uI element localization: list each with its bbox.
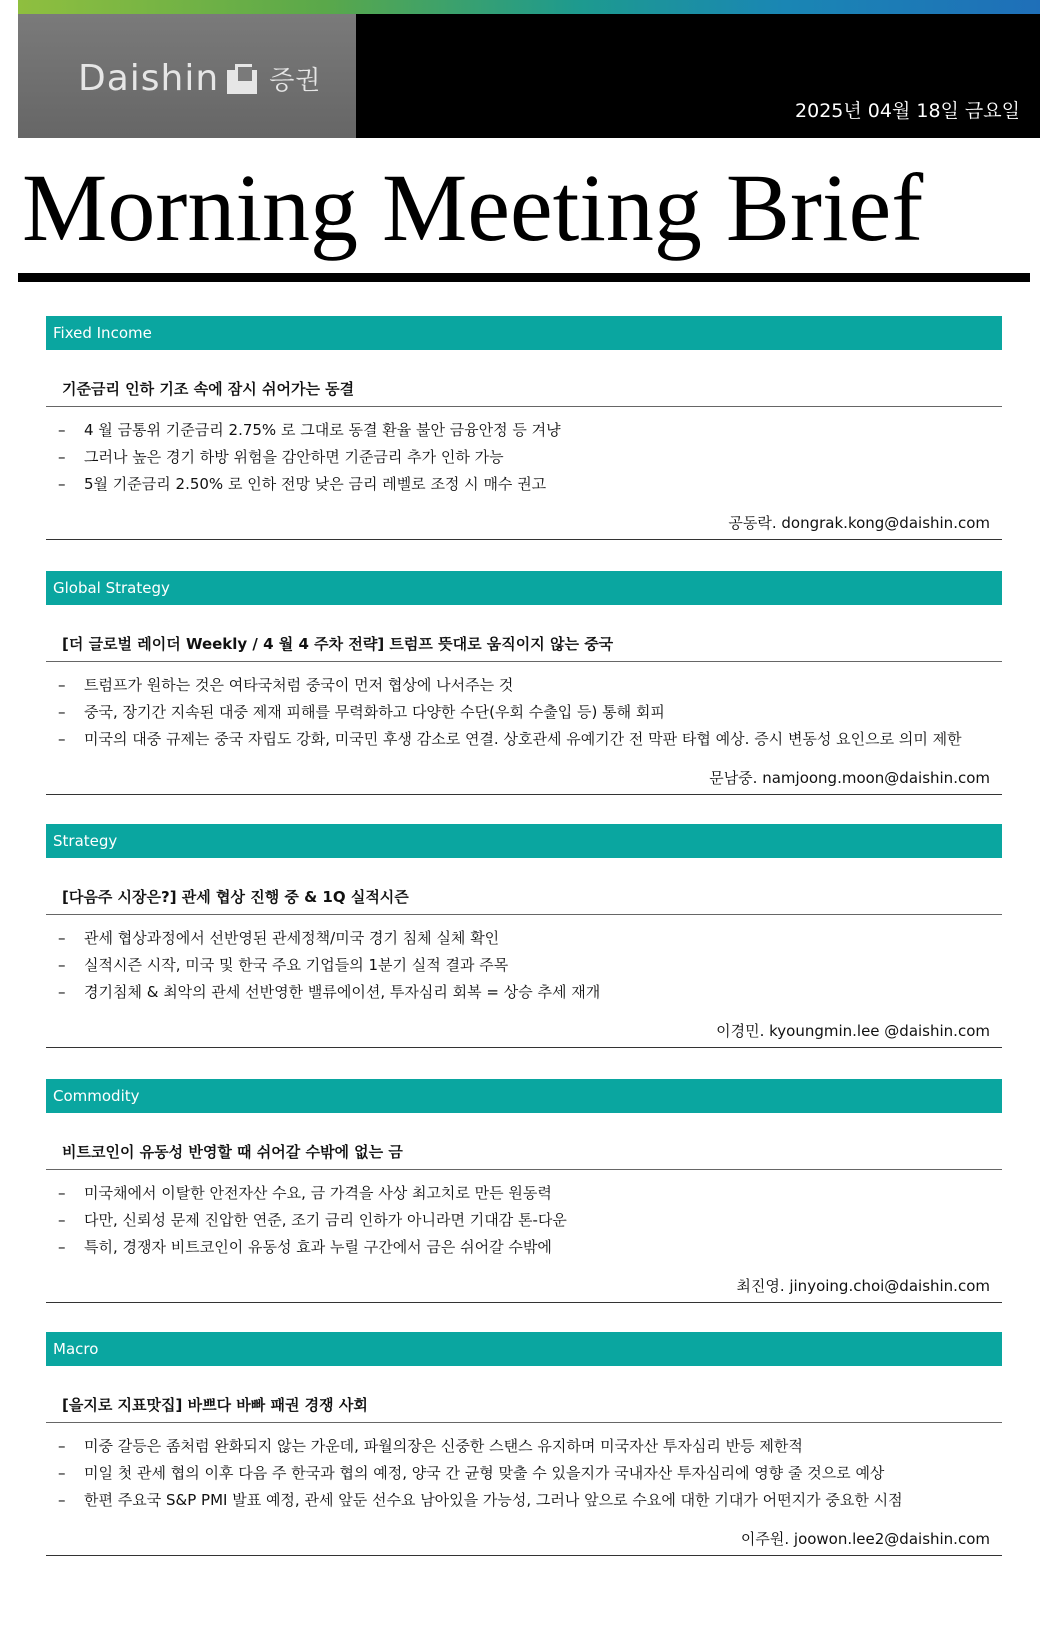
author-contact: 이경민. kyoungmin.lee @daishin.com [46, 1020, 1002, 1048]
bullet-item: – 특히, 경쟁자 비트코인이 유동성 효과 누릴 구간에서 금은 쉬어갈 수밖에 [46, 1234, 1002, 1261]
date-panel [356, 14, 1040, 138]
section-fixed-income [46, 316, 1002, 540]
bullet-list [46, 672, 1002, 753]
bullet-list [46, 925, 1002, 1006]
top-color-band [18, 0, 1040, 14]
author-contact: 최진영. jinyoing.choi@daishin.com [46, 1275, 1002, 1303]
bullet-item: – 미중 갈등은 좀처럼 완화되지 않는 가운데, 파월의장은 신중한 스탠스 유지하며 미국자산 투자심리 반등 제한적 [46, 1433, 1002, 1460]
bullet-item: – 5월 기준금리 2.50% 로 인하 전망 낮은 금리 레벨로 조정 시 매수 권고 [46, 471, 1002, 498]
section-global-strategy [46, 571, 1002, 795]
section-category: Commodity [46, 1079, 1002, 1113]
section-headline: [을지로 지표맛집] 바쁘다 바빠 패권 경쟁 사회 [46, 1394, 1002, 1423]
section-headline: [더 글로벌 레이더 Weekly / 4 월 4 주차 전략] 트럼프 뜻대로 움직이지 않는 중국 [46, 633, 1002, 662]
section-headline: 기준금리 인하 기조 속에 잠시 쉬어가는 동결 [46, 378, 1002, 407]
bullet-item: – 경기침체 & 최악의 관세 선반영한 밸류에이션, 투자심리 회복 = 상승 추세 재개 [46, 979, 1002, 1006]
report-date: 2025년 04월 18일 금요일 [795, 100, 1020, 122]
section-commodity [46, 1079, 1002, 1303]
bullet-list [46, 1180, 1002, 1261]
bullet-item: – 한편 주요국 S&P PMI 발표 예정, 관세 앞둔 선수요 남아있을 가능성, 그러나 앞으로 수요에 대한 기대가 어떤지가 중요한 시점 [46, 1487, 1002, 1514]
section-category: Fixed Income [46, 316, 1002, 350]
daishin-logo-icon [227, 64, 257, 94]
brand-sub: 증권 [269, 66, 322, 96]
section-category: Macro [46, 1332, 1002, 1366]
bullet-item: – 미국의 대중 규제는 중국 자립도 강화, 미국민 후생 감소로 연결. 상호관세 유예기간 전 막판 타협 예상. 증시 변동성 요인으로 의미 제한 [46, 726, 1002, 753]
author-contact: 공동락. dongrak.kong@daishin.com [46, 512, 1002, 540]
bullet-item: – 실적시즌 시작, 미국 및 한국 주요 기업들의 1분기 실적 결과 주목 [46, 952, 1002, 979]
section-headline: 비트코인이 유동성 반영할 때 쉬어갈 수밖에 없는 금 [46, 1141, 1002, 1170]
brand-logo [78, 58, 321, 99]
section-macro [46, 1332, 1002, 1556]
author-contact: 문남중. namjoong.moon@daishin.com [46, 767, 1002, 795]
brand-panel [18, 14, 356, 138]
bullet-item: – 트럼프가 원하는 것은 여타국처럼 중국이 먼저 협상에 나서주는 것 [46, 672, 1002, 699]
bullet-item: – 그러나 높은 경기 하방 위험을 감안하면 기준금리 추가 인하 가능 [46, 444, 1002, 471]
author-contact: 이주원. joowon.lee2@daishin.com [46, 1528, 1002, 1556]
bullet-item: – 미일 첫 관세 협의 이후 다음 주 한국과 협의 예정, 양국 간 균형 맞출 수 있을지가 국내자산 투자심리에 영향 줄 것으로 예상 [46, 1460, 1002, 1487]
section-strategy [46, 824, 1002, 1048]
bullet-item: – 4 월 금통위 기준금리 2.75% 로 그대로 동결 환율 불안 금융안정 등 겨냥 [46, 417, 1002, 444]
section-category: Global Strategy [46, 571, 1002, 605]
section-headline: [다음주 시장은?] 관세 협상 진행 중 & 1Q 실적시즌 [46, 886, 1002, 915]
brand-name: Daishin [78, 58, 220, 99]
bullet-list [46, 1433, 1002, 1514]
bullet-item: – 다만, 신뢰성 문제 진압한 연준, 조기 금리 인하가 아니라면 기대감 톤-다운 [46, 1207, 1002, 1234]
title-divider [18, 273, 1030, 282]
section-category: Strategy [46, 824, 1002, 858]
bullet-list [46, 417, 1002, 498]
bullet-item: – 미국채에서 이탈한 안전자산 수요, 금 가격을 사상 최고치로 만든 원동력 [46, 1180, 1002, 1207]
bullet-item: – 중국, 장기간 지속된 대중 제재 피해를 무력화하고 다양한 수단(우회 수출입 등) 통해 회피 [46, 699, 1002, 726]
page-title: Morning Meeting Brief [22, 154, 924, 261]
bullet-item: – 관세 협상과정에서 선반영된 관세정책/미국 경기 침체 실체 확인 [46, 925, 1002, 952]
